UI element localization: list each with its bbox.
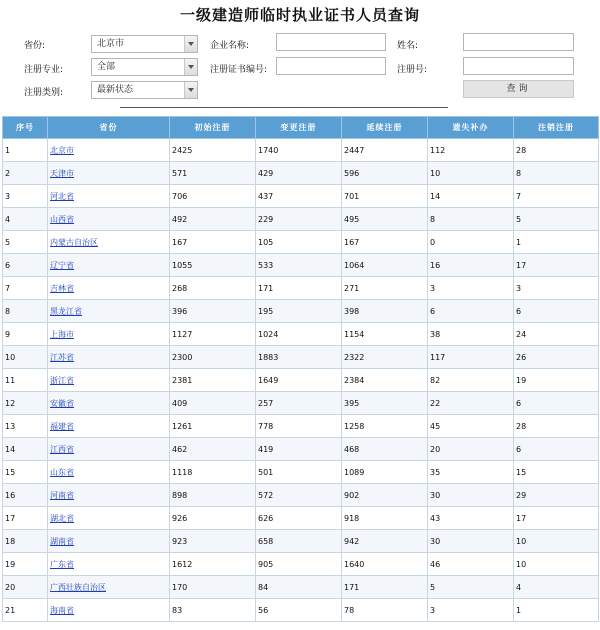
table-cell: 3	[428, 277, 514, 300]
company-input[interactable]	[276, 33, 386, 51]
table-row	[3, 323, 599, 346]
table-row	[3, 599, 599, 622]
table-cell: 17	[3, 507, 48, 530]
province-link[interactable]: 北京市	[50, 145, 74, 155]
table-cell	[48, 530, 170, 553]
table-cell: 658	[256, 530, 342, 553]
table-row	[3, 254, 599, 277]
chevron-down-icon	[184, 36, 197, 52]
table-cell	[48, 323, 170, 346]
major-select[interactable]	[91, 58, 198, 76]
table-cell: 6	[514, 300, 599, 323]
table-cell	[48, 599, 170, 622]
table-cell: 898	[170, 484, 256, 507]
reg-number-input[interactable]	[463, 57, 574, 75]
table-cell: 14	[3, 438, 48, 461]
table-cell: 468	[342, 438, 428, 461]
cert-number-input[interactable]	[276, 57, 386, 75]
table-cell: 16	[428, 254, 514, 277]
table-cell: 46	[428, 553, 514, 576]
query-button[interactable]: 查询	[463, 80, 574, 98]
province-label: 省份:	[24, 41, 46, 51]
table-cell: 462	[170, 438, 256, 461]
type-label: 注册类别:	[24, 88, 64, 98]
table-cell: 596	[342, 162, 428, 185]
table-cell: 30	[428, 484, 514, 507]
table-cell: 9	[3, 323, 48, 346]
table-row	[3, 438, 599, 461]
table-cell: 15	[3, 461, 48, 484]
province-link[interactable]: 河北省	[50, 191, 74, 201]
table-cell: 1089	[342, 461, 428, 484]
table-cell: 229	[256, 208, 342, 231]
table-cell: 5	[428, 576, 514, 599]
table-row	[3, 415, 599, 438]
table-cell: 396	[170, 300, 256, 323]
table-cell: 35	[428, 461, 514, 484]
table-cell	[48, 415, 170, 438]
table-header-row	[3, 117, 599, 139]
divider	[120, 107, 448, 108]
col-province-header: 省份	[48, 117, 170, 139]
col-initial-header: 初始注册	[170, 117, 256, 139]
major-label: 注册专业:	[24, 65, 64, 75]
table-row	[3, 208, 599, 231]
table-row	[3, 392, 599, 415]
table-row	[3, 185, 599, 208]
province-link[interactable]: 湖南省	[50, 536, 74, 546]
table-cell	[48, 208, 170, 231]
table-cell: 1154	[342, 323, 428, 346]
table-cell: 1	[514, 599, 599, 622]
table-cell	[48, 484, 170, 507]
table-cell: 5	[514, 208, 599, 231]
table-cell: 572	[256, 484, 342, 507]
type-select[interactable]	[91, 81, 198, 99]
table-cell: 167	[170, 231, 256, 254]
table-cell: 1258	[342, 415, 428, 438]
table-cell: 1	[514, 231, 599, 254]
table-row	[3, 530, 599, 553]
table-row	[3, 507, 599, 530]
table-cell: 10	[514, 553, 599, 576]
table-cell: 43	[428, 507, 514, 530]
company-label: 企业名称:	[210, 41, 250, 51]
table-row	[3, 369, 599, 392]
table-cell: 5	[3, 231, 48, 254]
table-cell: 8	[3, 300, 48, 323]
table-cell: 117	[428, 346, 514, 369]
table-cell	[48, 346, 170, 369]
table-cell: 1740	[256, 139, 342, 162]
table-cell: 4	[3, 208, 48, 231]
table-cell: 495	[342, 208, 428, 231]
table-cell: 10	[3, 346, 48, 369]
cert-number-label: 注册证书编号:	[210, 65, 268, 75]
table-cell: 1024	[256, 323, 342, 346]
table-cell: 2381	[170, 369, 256, 392]
table-cell: 571	[170, 162, 256, 185]
table-cell: 7	[514, 185, 599, 208]
table-cell: 28	[514, 415, 599, 438]
table-cell: 105	[256, 231, 342, 254]
province-link[interactable]: 黑龙江省	[50, 306, 82, 316]
table-cell: 10	[428, 162, 514, 185]
table-cell: 38	[428, 323, 514, 346]
table-row	[3, 231, 599, 254]
table-cell	[48, 507, 170, 530]
table-cell: 4	[514, 576, 599, 599]
table-cell: 45	[428, 415, 514, 438]
table-row	[3, 484, 599, 507]
province-select-value: 北京市	[97, 39, 125, 49]
table-cell: 84	[256, 576, 342, 599]
table-cell: 171	[342, 576, 428, 599]
table-cell: 1883	[256, 346, 342, 369]
province-link[interactable]: 江西省	[50, 444, 74, 454]
table-cell: 1649	[256, 369, 342, 392]
province-link[interactable]: 湖北省	[50, 513, 74, 523]
table-cell: 14	[428, 185, 514, 208]
table-cell: 16	[3, 484, 48, 507]
province-link[interactable]: 广东省	[50, 559, 74, 569]
col-renewal-header: 延续注册	[342, 117, 428, 139]
table-cell: 701	[342, 185, 428, 208]
table-cell	[48, 139, 170, 162]
table-cell: 13	[3, 415, 48, 438]
table-cell: 1127	[170, 323, 256, 346]
table-cell	[48, 254, 170, 277]
table-cell: 12	[3, 392, 48, 415]
chevron-down-icon	[184, 59, 197, 75]
table-row	[3, 300, 599, 323]
table-cell: 923	[170, 530, 256, 553]
table-cell: 2425	[170, 139, 256, 162]
col-index-header: 序号	[3, 117, 48, 139]
table-cell	[48, 461, 170, 484]
table-cell: 271	[342, 277, 428, 300]
table-cell: 26	[514, 346, 599, 369]
table-cell	[48, 162, 170, 185]
table-cell: 15	[514, 461, 599, 484]
chevron-down-icon	[184, 82, 197, 98]
table-cell: 905	[256, 553, 342, 576]
table-cell: 2300	[170, 346, 256, 369]
table-cell: 395	[342, 392, 428, 415]
search-form	[0, 32, 600, 102]
table-cell: 942	[342, 530, 428, 553]
province-link[interactable]: 上海市	[50, 329, 74, 339]
province-link[interactable]: 河南省	[50, 490, 74, 500]
province-link[interactable]: 天津市	[50, 168, 74, 178]
reg-number-label: 注册号:	[397, 65, 428, 75]
province-link[interactable]: 吉林省	[50, 283, 74, 293]
table-body	[3, 139, 599, 622]
table-cell	[48, 300, 170, 323]
col-cancel-header: 注销注册	[514, 117, 599, 139]
table-cell: 409	[170, 392, 256, 415]
results-table	[2, 116, 599, 622]
table-cell: 1064	[342, 254, 428, 277]
table-row	[3, 461, 599, 484]
table-row	[3, 139, 599, 162]
table-cell: 2322	[342, 346, 428, 369]
table-cell: 24	[514, 323, 599, 346]
table-cell: 1261	[170, 415, 256, 438]
table-cell: 926	[170, 507, 256, 530]
table-cell: 918	[342, 507, 428, 530]
province-link[interactable]: 浙江省	[50, 375, 74, 385]
table-cell: 2	[3, 162, 48, 185]
table-cell	[48, 438, 170, 461]
table-cell: 398	[342, 300, 428, 323]
table-cell: 257	[256, 392, 342, 415]
table-cell: 0	[428, 231, 514, 254]
table-cell: 3	[514, 277, 599, 300]
province-link[interactable]: 广西壮族自治区	[50, 582, 106, 592]
table-cell: 626	[256, 507, 342, 530]
table-cell: 3	[3, 185, 48, 208]
table-cell: 170	[170, 576, 256, 599]
table-cell: 56	[256, 599, 342, 622]
table-cell: 6	[514, 392, 599, 415]
table-cell: 1612	[170, 553, 256, 576]
name-label: 姓名:	[397, 41, 419, 51]
province-link[interactable]: 安徽省	[50, 398, 74, 408]
table-cell: 17	[514, 507, 599, 530]
table-cell: 83	[170, 599, 256, 622]
province-link[interactable]: 福建省	[50, 421, 74, 431]
table-cell: 29	[514, 484, 599, 507]
table-cell: 501	[256, 461, 342, 484]
table-cell: 1	[3, 139, 48, 162]
table-cell: 419	[256, 438, 342, 461]
table-cell	[48, 231, 170, 254]
table-cell: 437	[256, 185, 342, 208]
table-cell: 10	[514, 530, 599, 553]
table-cell	[48, 553, 170, 576]
page-title: 一级建造师临时执业证书人员查询	[179, 6, 420, 24]
province-link[interactable]: 辽宁省	[50, 260, 74, 270]
table-cell: 2447	[342, 139, 428, 162]
table-cell	[48, 576, 170, 599]
table-row	[3, 162, 599, 185]
table-cell: 20	[428, 438, 514, 461]
province-link[interactable]: 山东省	[50, 467, 74, 477]
type-select-value: 最新状态	[97, 85, 134, 95]
table-cell: 429	[256, 162, 342, 185]
table-row	[3, 553, 599, 576]
table-cell: 533	[256, 254, 342, 277]
table-cell: 2384	[342, 369, 428, 392]
table-cell: 7	[3, 277, 48, 300]
province-link[interactable]: 山西省	[50, 214, 74, 224]
province-link[interactable]: 江苏省	[50, 352, 74, 362]
table-cell: 112	[428, 139, 514, 162]
table-row	[3, 576, 599, 599]
table-cell: 19	[514, 369, 599, 392]
table-cell: 6	[514, 438, 599, 461]
table-cell: 20	[3, 576, 48, 599]
table-cell: 706	[170, 185, 256, 208]
table-cell	[48, 277, 170, 300]
table-row	[3, 346, 599, 369]
table-cell: 22	[428, 392, 514, 415]
table-cell: 17	[514, 254, 599, 277]
table-cell: 1118	[170, 461, 256, 484]
table-cell	[48, 369, 170, 392]
table-cell: 778	[256, 415, 342, 438]
table-cell: 28	[514, 139, 599, 162]
table-cell: 21	[3, 599, 48, 622]
table-cell: 6	[428, 300, 514, 323]
table-cell: 167	[342, 231, 428, 254]
table-cell: 8	[428, 208, 514, 231]
table-cell: 171	[256, 277, 342, 300]
col-replacement-header: 遗失补办	[428, 117, 514, 139]
table-cell: 902	[342, 484, 428, 507]
table-cell: 82	[428, 369, 514, 392]
province-select[interactable]	[91, 35, 198, 53]
table-cell	[48, 392, 170, 415]
table-cell: 195	[256, 300, 342, 323]
province-link[interactable]: 内蒙古自治区	[50, 237, 98, 247]
name-input[interactable]	[463, 33, 574, 51]
table-row	[3, 277, 599, 300]
table-cell: 268	[170, 277, 256, 300]
table-cell: 6	[3, 254, 48, 277]
province-link[interactable]: 海南省	[50, 605, 74, 615]
table-cell: 492	[170, 208, 256, 231]
table-cell: 11	[3, 369, 48, 392]
col-change-header: 变更注册	[256, 117, 342, 139]
table-cell: 19	[3, 553, 48, 576]
table-cell: 1640	[342, 553, 428, 576]
table-cell: 30	[428, 530, 514, 553]
table-cell: 1055	[170, 254, 256, 277]
table-cell: 78	[342, 599, 428, 622]
major-select-value: 全部	[97, 62, 116, 72]
table-cell: 18	[3, 530, 48, 553]
table-cell: 3	[428, 599, 514, 622]
table-cell	[48, 185, 170, 208]
table-cell: 8	[514, 162, 599, 185]
